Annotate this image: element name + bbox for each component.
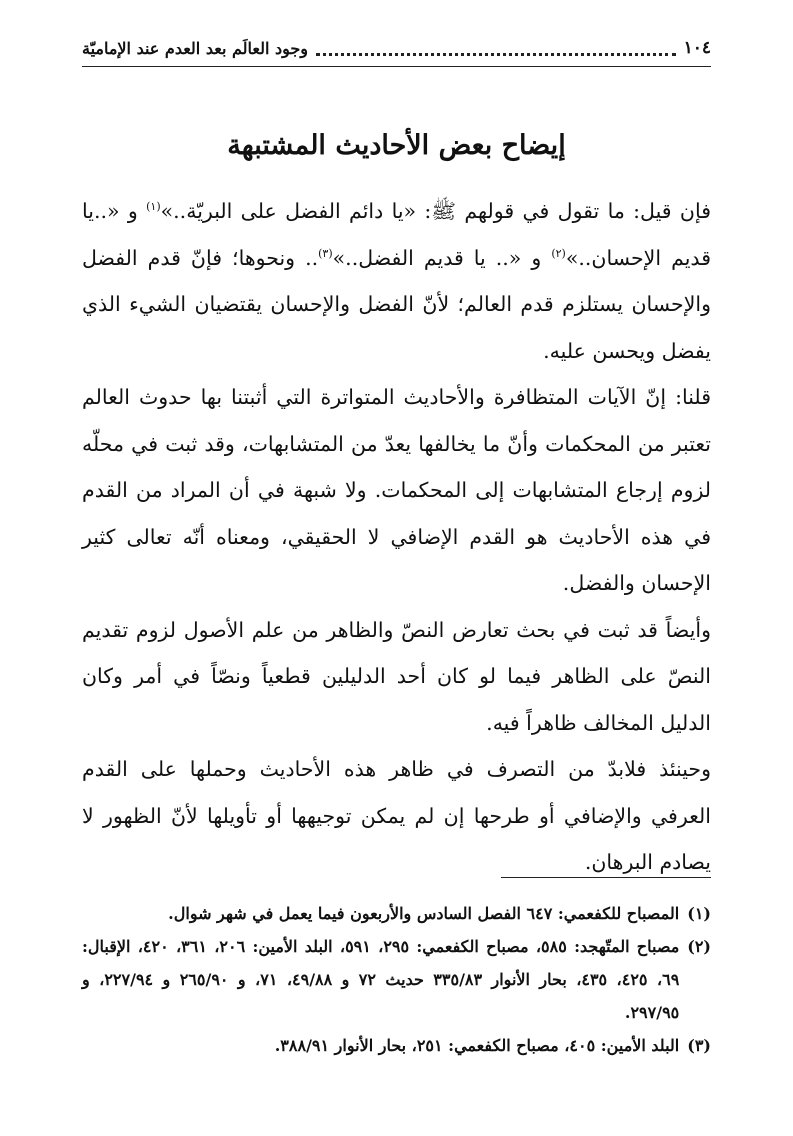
footnote-item — [82, 930, 711, 1029]
footnote-ref-3: (٣) — [318, 246, 333, 260]
running-title: وجود العالَم بعد العدم عند الإماميّة — [82, 38, 308, 58]
paragraph-1-part-a: فإن قيل: ما تقول في قولهم ﷺ: «يا دائم الفضل على البريّة..» — [160, 199, 711, 223]
header-leader-dots — [316, 41, 676, 56]
paragraph-1-part-c: و «.. يا قديم الفضل..» — [332, 245, 552, 270]
footnote-text: البلد الأمين: ٤٠٥، مصباح الكفعمي: ٢٥١، بحار الأنوار ٣٨٨/٩١. — [274, 1036, 680, 1055]
body-text — [82, 188, 711, 886]
paragraph-1 — [82, 188, 711, 374]
footnote-ref-1: (١) — [146, 200, 161, 214]
footnote-item — [82, 1029, 711, 1062]
footnote-number: (١) — [687, 904, 711, 923]
footnote-ref-2: (٢) — [551, 246, 566, 260]
paragraph-4: وحينئذ فلابدّ من التصرف في ظاهر هذه الأحاديث وحملها على القدم العرفي والإضافي أو طرحها إن لم يمكن توجيهها أو تأويلها لأنّ الظهور لا يصادم البرهان. — [82, 757, 711, 874]
paragraph-1-part-b: و «..يا قديم الإحسان..» — [82, 199, 711, 270]
header-rule — [82, 66, 711, 67]
running-header — [82, 32, 711, 64]
footnote-number: (٢) — [687, 937, 711, 956]
footnote-item — [82, 897, 711, 930]
footnote-text: مصباح المتّهجد: ٥٨٥، مصباح الكفعمي: ٢٩٥، ٥٩١، البلد الأمين: ٢٠٦، ٣٦١، ٤٢٠، الإقبال: ٦٩، ٤٢٥، ٤٣٥، بحار الأنوار ٣٣٥/٨٣ حديث ٧٢ و ٤٩/٨٨، ٧١، و ٢٦٥/٩٠ و ٢٢٧/٩٤، و ٢٩٧/٩٥. — [82, 937, 680, 1022]
paragraph-2: قلنا: إنّ الآيات المتظافرة والأحاديث المتواترة التي أثبتنا بها حدوث العالم تعتبر من المحكمات وأنّ ما يخالفها يعدّ من المتشابهات، وقد ثبت في محلّه لزوم إرجاع المتشابهات إلى المحكمات. ولا شبهة في أن المراد من القدم في هذه الأحاديث هو القدم الإضافي لا الحقيقي، ومعناه أنّه تعالى كثير الإحسان والفضل. — [82, 385, 711, 595]
paragraph-3: وأيضاً قد ثبت في بحث تعارض النصّ والظاهر من علم الأصول لزوم تقديم النصّ على الظاهر فيما لو كان أحد الدليلين قطعياً ونصّاً في أمر وكان الدليل المخالف ظاهراً فيه. — [82, 617, 711, 735]
paragraph-1-part-d: .. ونحوها؛ فإنّ قدم الفضل والإحسان يستلزم قدم العالم؛ لأنّ الفضل والإحسان يقتضيان الشيء الذي يفضل ويحسن عليه. — [82, 245, 711, 363]
section-title: إيضاح بعض الأحاديث المشتبهة — [227, 130, 566, 161]
page-number: ١٠٤ — [683, 38, 711, 58]
footnote-text: المصباح للكفعمي: ٦٤٧ الفصل السادس والأربعون فيما يعمل في شهر شوال. — [168, 904, 680, 923]
footnotes — [82, 897, 711, 1062]
footnote-rule — [501, 877, 711, 878]
footnote-number: (٣) — [687, 1036, 711, 1055]
